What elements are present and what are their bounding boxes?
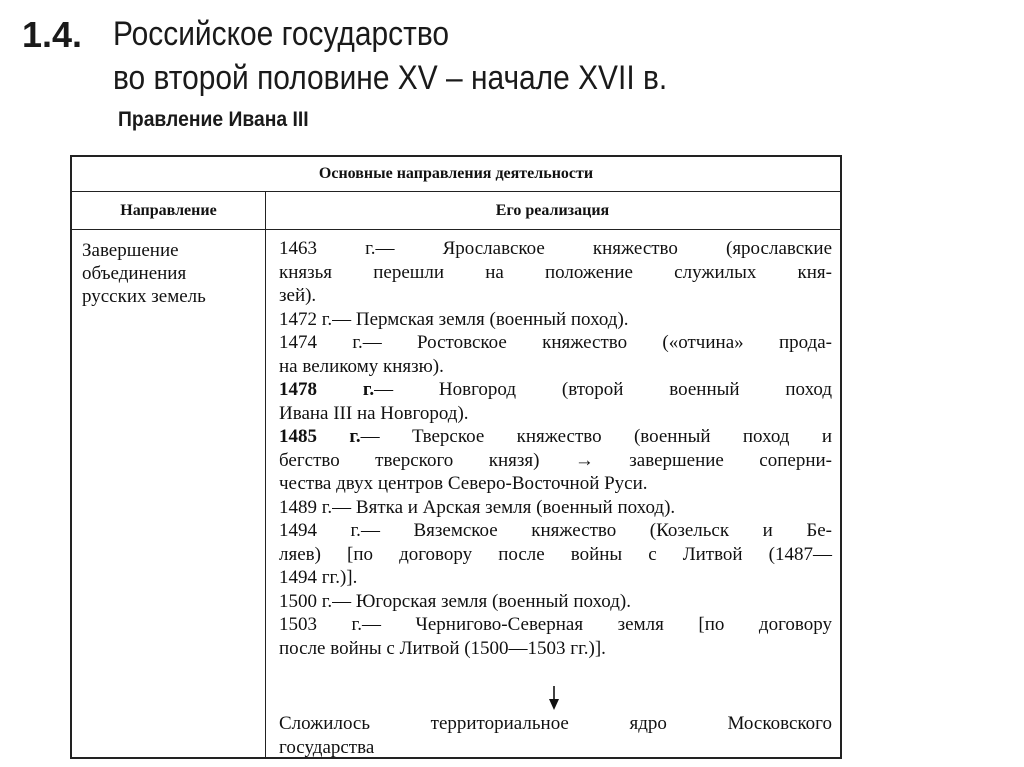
realization-cell <box>279 237 832 660</box>
realization-line <box>279 496 832 520</box>
realization-text: после войны с Литвой (1500—1503 гг.)]. <box>279 637 606 659</box>
realization-line <box>279 519 832 543</box>
direction-line: русских земель <box>82 286 206 307</box>
realization-text: — Тверское княжество (военный поход и <box>360 426 832 447</box>
realization-text: — Чернигово-Северная земля [по договору <box>361 614 832 635</box>
section-title-line-2: во второй половине XV – начале XVII в. <box>113 59 668 97</box>
section-title <box>113 12 667 100</box>
realization-line <box>279 355 832 379</box>
realization-text: ляев) [по договору после войны с Литвой (1487— <box>279 543 832 565</box>
column-header-realization: Его реализация <box>495 202 610 219</box>
down-arrow-icon <box>549 686 559 710</box>
year-label: 1478 г. <box>279 379 375 400</box>
realization-text: — Ростовское княжество («отчина» прода- <box>362 332 832 353</box>
year-label: 1489 г. <box>279 496 333 518</box>
result-line: Сложилось территориальное ядро Московского <box>279 713 832 734</box>
realization-line <box>279 331 832 355</box>
result-text <box>279 712 832 759</box>
year-label: 1503 г. <box>279 614 362 635</box>
direction-line: объединения <box>82 263 187 284</box>
direction-line: Завершение <box>82 240 179 261</box>
year-label: 1472 г. <box>279 308 333 330</box>
section-title-line-1: Российское государство <box>113 15 450 53</box>
year-label: 1463 г. <box>279 238 376 259</box>
subsection-title: Правление Ивана III <box>118 108 309 131</box>
year-label: 1494 г. <box>279 520 361 541</box>
realization-line <box>279 613 832 637</box>
realization-text: — Ярославское княжество (ярославские <box>375 238 832 259</box>
result-line: государства <box>279 736 375 758</box>
realization-line <box>279 449 832 473</box>
realization-line <box>279 566 832 590</box>
column-divider <box>265 192 266 757</box>
realization-text: на великому князю). <box>279 355 444 377</box>
realization-text: — Югорская земля (военный поход). <box>332 590 632 612</box>
realization-text: — Новгород (второй военный поход <box>374 379 832 400</box>
realization-text: бегство тверского князя) → завершение соперни- <box>279 449 832 471</box>
realization-text: — Вяземское княжество (Козельск и Бе- <box>360 520 832 541</box>
table-header-row <box>72 192 840 230</box>
realization-line <box>279 378 832 402</box>
column-header-direction: Направление <box>120 202 217 219</box>
year-label: 1485 г. <box>279 426 361 447</box>
direction-cell <box>82 239 260 308</box>
realization-line <box>279 308 832 332</box>
realization-text: чества двух центров Северо-Восточной Руси. <box>279 473 648 494</box>
realization-line <box>279 237 832 261</box>
realization-text: 1494 гг.)]. <box>279 567 358 588</box>
year-label: 1500 г. <box>279 590 333 612</box>
realization-text: — Пермская земля (военный поход). <box>332 308 629 330</box>
realization-text: Ивана III на Новгород). <box>279 402 469 424</box>
realization-text: — Вятка и Арская земля (военный поход). <box>332 496 676 518</box>
realization-line <box>279 425 832 449</box>
realization-line <box>279 590 832 614</box>
realization-line <box>279 402 832 426</box>
realization-line <box>279 543 832 567</box>
table-caption: Основные направления деятельности <box>72 157 840 192</box>
realization-line <box>279 261 832 285</box>
realization-line <box>279 472 832 496</box>
realization-text: князья перешли на положение служилых кня- <box>279 261 832 283</box>
year-label: 1474 г. <box>279 332 363 353</box>
realization-text: зей). <box>279 285 317 306</box>
section-number: 1.4. <box>22 14 83 55</box>
realization-line <box>279 284 832 308</box>
realization-line <box>279 637 832 661</box>
activity-table <box>70 155 842 759</box>
